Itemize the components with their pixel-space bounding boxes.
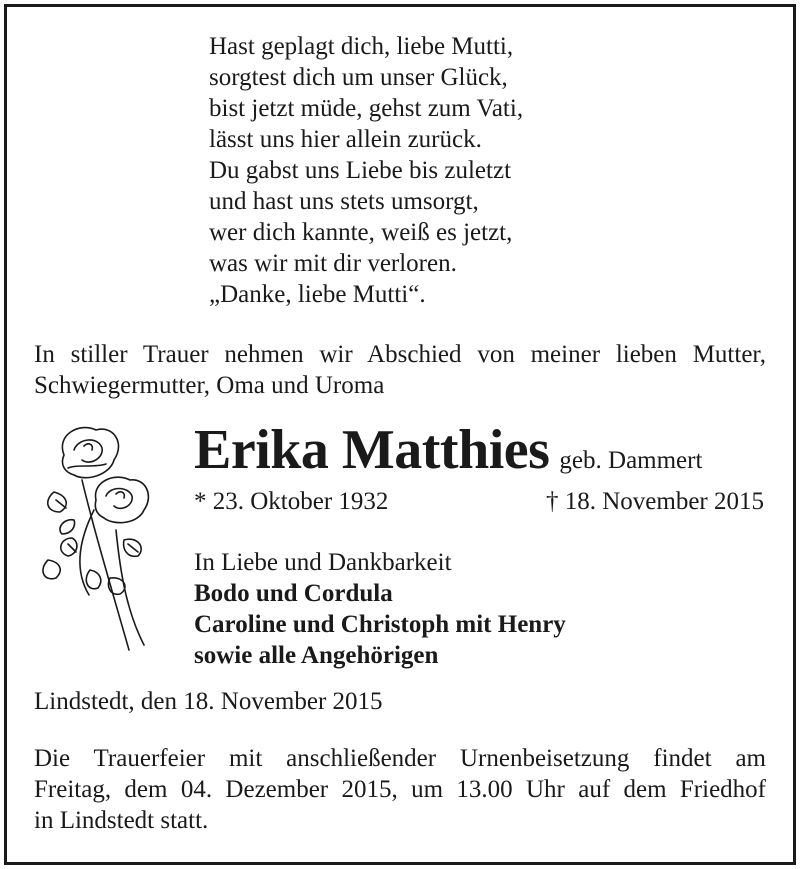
- service-info: [34, 743, 766, 836]
- mourner-name: Caroline und Christoph mit Henry: [194, 611, 566, 638]
- service-line: Freitag, dem 04. Dezember 2015, um 13.00 Uhr auf dem Friedhof: [34, 776, 766, 803]
- poem: [209, 31, 523, 310]
- intro-line: In stiller Trauer nehmen wir Abschied von meiner lieben Mutter,: [34, 341, 766, 368]
- roses-illustration-icon: [34, 420, 164, 670]
- mourner-name: sowie alle Angehörigen: [194, 642, 439, 669]
- birth-date: * 23. Oktober 1932: [194, 488, 389, 515]
- birth-name: geb. Dammert: [559, 447, 703, 474]
- deceased-name: Erika Matthies: [194, 419, 550, 481]
- intro-text: [34, 339, 766, 401]
- poem-line: was wir mit dir verloren.: [209, 250, 457, 277]
- mourners-heading: In Liebe und Dankbarkeit: [194, 549, 452, 576]
- death-date: † 18. November 2015: [545, 488, 764, 515]
- mourners: [194, 547, 566, 671]
- intro-line: Schwiegermutter, Oma und Uroma: [34, 372, 385, 399]
- poem-line: bist jetzt müde, gehst zum Vati,: [209, 95, 524, 122]
- poem-line: sorgtest dich um unser Glück,: [209, 64, 508, 91]
- poem-line: wer dich kannte, weiß es jetzt,: [209, 219, 513, 246]
- poem-line: lässt uns hier allein zurück.: [209, 126, 482, 153]
- poem-line: und hast uns stets umsorgt,: [209, 188, 479, 215]
- service-line: in Lindstedt statt.: [34, 807, 209, 834]
- poem-line: Hast geplagt dich, liebe Mutti,: [209, 33, 514, 60]
- poem-line: „Danke, liebe Mutti“.: [209, 281, 426, 308]
- service-line: Die Trauerfeier mit anschließender Urnenbeisetzung findet am: [34, 745, 766, 772]
- mourner-name: Bodo und Cordula: [194, 580, 393, 607]
- place-date: Lindstedt, den 18. November 2015: [34, 688, 383, 715]
- deceased-name-row: [194, 418, 702, 482]
- poem-line: Du gabst uns Liebe bis zuletzt: [209, 157, 512, 184]
